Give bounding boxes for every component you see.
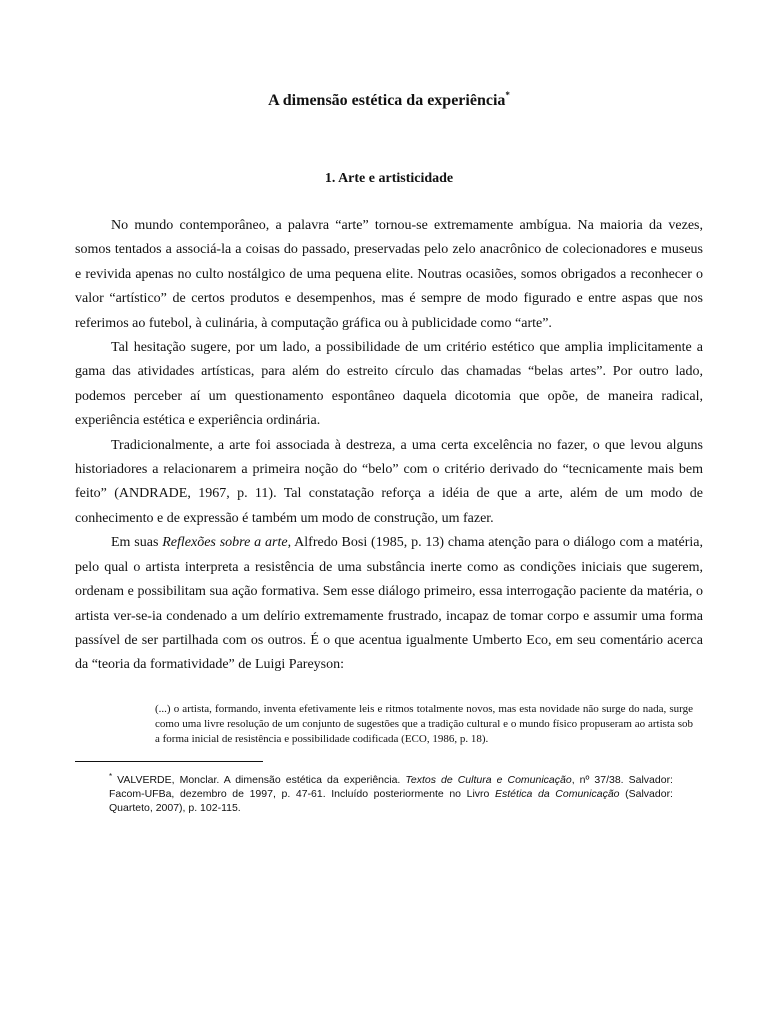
cited-work-title: Reflexões sobre a arte <box>162 535 288 551</box>
footnote-part-1: VALVERDE, Monclar. A dimensão estética da experiência. <box>112 773 406 786</box>
paragraph-3: Tradicionalmente, a arte foi associada à destreza, a uma certa excelência no fazer, o que levou alguns historiadores a relacionarem a primeira noção do “belo” com o critério derivado do “tecnicamente mais bem feito” (ANDRADE, 1967, p. 11). Tal constatação reforça a idéia de que a arte, além de um modo de conhecimento e de expressão é também um modo de construção, um fazer. <box>75 437 703 526</box>
footnote <box>75 762 703 815</box>
footnote-book: Estética da Comunicação <box>495 787 620 800</box>
document-title <box>75 0 703 112</box>
paragraph-4 <box>75 531 703 677</box>
footnote-part-2: , nº 37/38. Salvador: Facom-UFBa, dezembro de 1997, p. 47-61. Incluído posteriormente no Livro <box>109 773 673 800</box>
block-quote: (...) o artista, formando, inventa efetivamente leis e ritmos totalmente novos, mas esta novidade não surge do nada, surge como uma livre resolução de um conjunto de sugestões que a tradição cultural e o mundo físico propuseram ao artista sob a forma inicial de resistência e possibilidade codificada (ECO, 1986, p. 18). <box>155 702 693 745</box>
paragraph-4-after: , Alfredo Bosi (1985, p. 13) chama atenção para o diálogo com a matéria, pelo qual o artista interpreta a resistência de uma substância inerte como as condições iniciais que sugerem, ordenam e possibilitam sua ação formativa. Sem esse diálogo primeiro, essa interrogação paciente da matéria, o artista ver-se-ia condenado a um delírio extremamente frustrado, incapaz de tomar corpo e assumir uma forma passível de ser partilhada com os outros. É o que acentua igualmente Umberto Eco, em seu comentário acerca da “teoria da formatividade” de Luigi Pareyson: <box>75 535 703 673</box>
footnote-marker: * <box>109 771 113 781</box>
body-text <box>75 188 703 678</box>
section-heading: 1. Arte e artisticidade <box>324 171 454 186</box>
footnote-part-3: (Salvador: Quarteto, 2007), p. 102-115. <box>109 787 673 814</box>
paragraph-2: Tal hesitação sugere, por um lado, a possibilidade de um critério estético que amplia implicitamente a gama das atividades artísticas, para além do estreito círculo das chamadas “belas artes”. Por outro lado, podemos perceber aí um questionamento espontâneo daquela dicotomia que opõe, de maneira radical, experiência estética e experiência ordinária. <box>75 340 703 429</box>
title-footnote-marker: * <box>505 90 510 100</box>
paragraph-4-before: Em suas <box>111 535 163 551</box>
title-text: A dimensão estética da experiência <box>268 92 506 109</box>
footnote-journal: Textos de Cultura e Comunicação <box>405 773 572 786</box>
paragraph-1: No mundo contemporâneo, a palavra “arte” tornou-se extremamente ambígua. Na maioria da vezes, somos tentados a associá-la a coisas do passado, preservadas pelo zelo anacrônico de colecionadores e museus e revivida apenas no culto nostálgico de uma pequena elite. Noutras ocasiões, somos obrigados a reconhecer o valor “artístico” de certos produtos e desempenhos, mas é sempre de modo figurado e entre aspas que nos referimos ao futebol, à culinária, à computação gráfica ou à publicidade como “arte”. <box>75 218 703 331</box>
